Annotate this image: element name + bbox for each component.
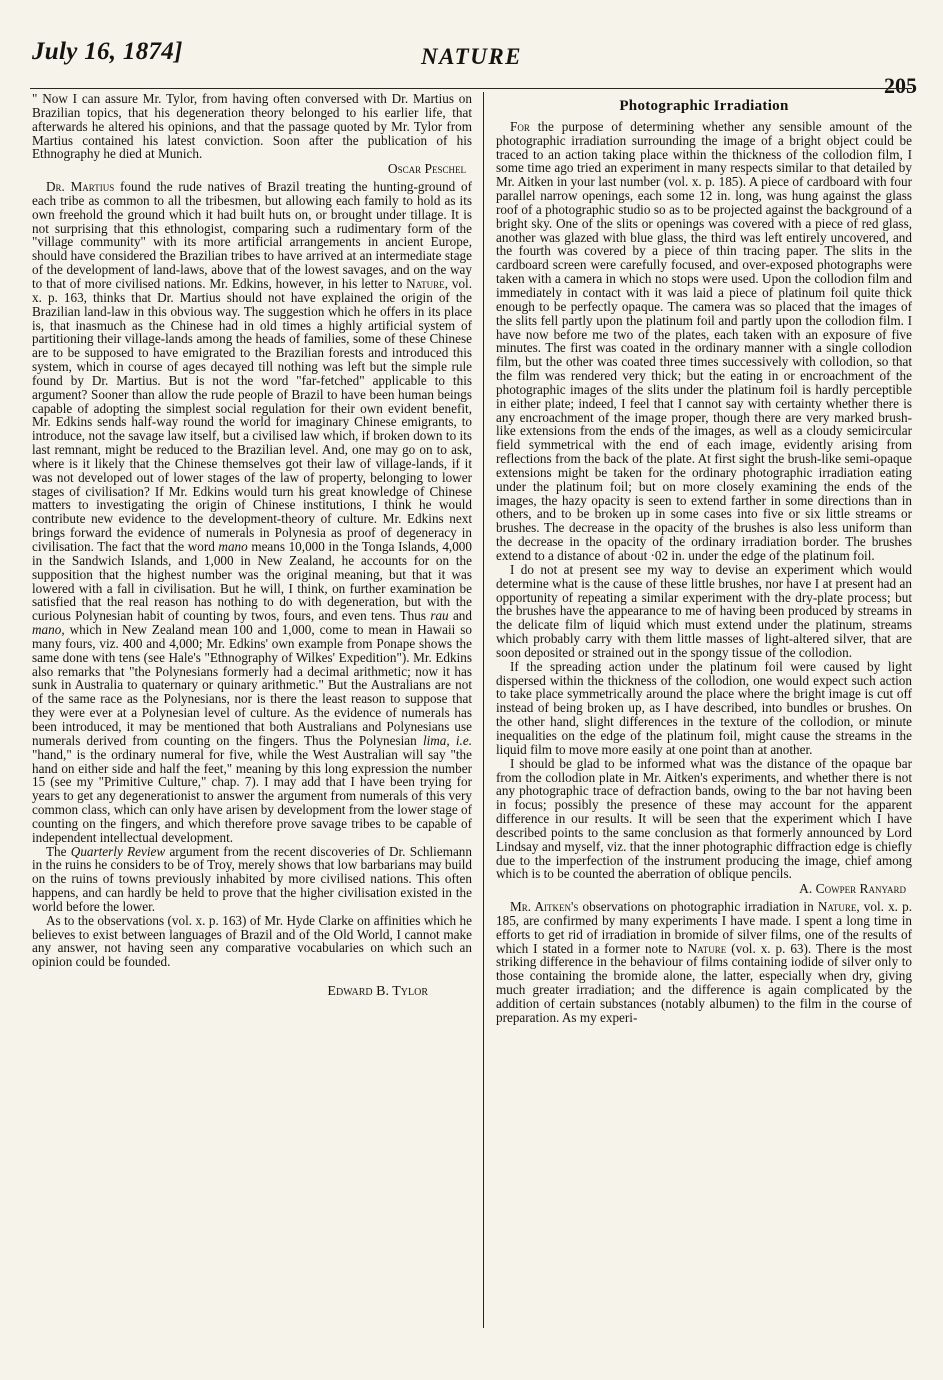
tylor-paragraph-3: As to the observations (vol. x. p. 163) of Mr. Hyde Clarke on affinities which he believes to exist between languages of Brazil and of the Old World, I cannot make any answer, not having seen any comparative vocabularies on which such an opinion could be founded.	[32, 912, 472, 970]
ranyard-lead: For	[510, 118, 530, 134]
ranyard-paragraph-3: If the spreading action under the platinum foil were caused by light dispersed within the thickness of the collodion, one would expect such action to take place symmetrically around the place where the bright image is cut off instead of being broken up, as I have described, into bundles or brushes. On the other hand, slight differences in the texture of the collodion, or minute inequalities on the edge of the platinum foil, might cause the streams in the liquid film to move more easily at one point than at another.	[496, 658, 912, 757]
page-number: 205	[884, 73, 917, 98]
left-column	[32, 92, 472, 1003]
nature-ref-3: Nature	[687, 940, 727, 956]
ranyard-paragraph-4: I should be glad to be informed what was the distance of the opaque bar from the collodion plate in Mr. Aitken's experiments, and whether there is not any photographic trace of defraction bands, owing to the bar not having been in focus; possibly the presence of these may account for the apparent difference in our results. It will be seen that the experiment which I have described points to the same conclusion as that formerly announced by Lord Lindsay and myself, viz. that the inner photographic diffraction edge is chiefly due to the imperfection of the instrument producing the image, chief among which is to be counted the aberration of oblique pencils.	[496, 755, 912, 882]
journal-title: NATURE	[420, 44, 523, 69]
quarterly-review-ref: Quarterly Review	[70, 843, 166, 859]
term-mano-2: mano	[32, 622, 62, 638]
ranyard-paragraph-1: For the purpose of determining whether any sensible amount of the photographic irradiation surrounding the image of a bright object could be traced to an action taking place within the thickness of the collodion film, I some time ago tried an experiment in many respects similar to that detailed by Mr. Aitken in your last number (vol. x. p. 185). A piece of cardboard with four parallel narrow openings, each some 12 in. long, was hung against the glass roof of a photographic studio so as to be projected against the background of a bright sky. One of the slits or openings was covered with a piece of red glass, another was glazed with blue glass, the third was left entirely uncovered, and the fourth was covered by a piece of thin tracing paper. The slits in the cardboard screen were carefully focused, and over-exposed photographs were taken with a camera in which no stops were used. Upon the collodion film and immediately in contact with it was laid a piece of platinum foil quite thick enough to be perfectly opaque. The camera was so placed that the images of the slits fell partly upon the platinum foil and partly upon the collodion film. I have now before me two of the plates, each taken with an exposure of five minutes. The first was coated in the ordinary manner with a single collodion film, but the other was coated three times successively with collodion, so that the film was rendered very thick; but the eating in or encroachment of the photographic images of the slits under the platinum foil is hardly perceptible in either plate; indeed, I feel that I cannot say with certainty whether there is any encroachment of the image proper, though there are very marked brush-like extensions from the ends of the images, as well as a cloudy semicircular field symmetrical with the end of each image, evidently arising from reflections from the back of the plate. At first sight the brush-like semi-opaque extensions might be taken for the ordinary photographic irradiation eating under the platinum foil; but on more closely examining the ends of the images, the hazy opacity is seen to extend farther in some directions than in others, and to be broken up in some cases into five or six little streams or brushes. The decrease in the opacity of the brushes is also less uniform than the decrease in the opacity of the ordinary irradiation border. The brushes extend to a distance of about ·02 in. under the edge of the platinum foil.	[496, 118, 912, 563]
term-mano: mano	[218, 539, 248, 554]
tylor-paragraph-2: The Quarterly Review argument from the recent discoveries of Dr. Schliemann in the ruins he considers to be of Troy, merely shows that low barbarians may build on the ruins of towns previously inhabited by more civilised nations. This often happens, and can hardly be held to prove that the higher civilisation existed in the world before the lower.	[32, 843, 472, 914]
page-header	[0, 0, 943, 98]
term-rau: rau	[430, 608, 449, 624]
column-divider	[483, 92, 484, 1328]
article-title: Photographic Irradiation	[619, 98, 789, 114]
tylor-signature: Edward B. Tylor	[327, 984, 428, 1000]
issue-date: July 16, 1874]	[32, 38, 183, 65]
nature-ref-2: Nature	[817, 899, 857, 915]
nature-ref: Nature	[406, 275, 445, 291]
tylor-lead: Dr. Martius	[46, 179, 115, 195]
peschel-signature: Oscar Peschel	[387, 161, 466, 177]
peschel-quote: " Now I can assure Mr. Tylor, from having often conversed with Dr. Martius on Brazilian topics, that his degeneration theory belonged to his earlier life, that afterwards he altered his opinions, and that the passage quoted by Mr. Tylor from Martius contained his latest conviction. Soon after the publication of his Ethnography he died at Munich.	[32, 91, 472, 162]
right-column	[496, 92, 912, 1025]
tylor-paragraph-1: Dr. Martius found the rude natives of Brazil treating the hunting-ground of each tribe as common to all the tribesmen, but allowing each family to hold as its own freehold the ground which it had built huts on, or brought under tillage. It is not surprising that this ethnologist, comparing such a rudimentary form of the "village community" with its more artificial arrangements in ancient Europe, should have considered the Brazilian tribes to have arrived at an intermediate stage of the development of land-laws, above that of the lowest savages, and on the way to that of more civilised nations. Mr. Edkins, however, in his letter to Nature, vol. x. p. 163, thinks that Dr. Martius should not have explained the origin of the Brazilian land-law in this obvious way. The suggestion which he offers in its place is, that inasmuch as the Chinese had in old times a highly artificial system of partitioning their village-lands among the heads of families, some of these Chinese are to be supposed to have emigrated to the Brazilian forests and introduced this system, which in course of ages decayed till nothing was left but the simple rule found by Dr. Martius. But is not the word "far-fetched" applicable to this argument? Sooner than allow the rude people of Brazil to have been human beings capable of adopting the simplest social regulation for their own evident benefit, Mr. Edkins sends half-way round the world for imaginary Chinese emigrants, to introduce, not the savage law itself, but a civilised law which, if broken down to its last remnant, might be reduced to the Brazilian level. And, one may go on to ask, where is it likely that the Chinese themselves got their law of village-lands, if it was not developed out of lower stages of the law of property, belonging to lower stages of civilisation? If Mr. Edkins would turn his great knowledge of Chinese matters to investigating the origin of Chinese institutions, I think he would contribute new evidence to the development-theory of culture. Mr. Edkins next brings forward the evidence of numerals in Polynesia as proof of degeneracy in civilisation. The fact that the word mano means 10,000 in the Tonga Islands, 4,000 in the Sandwich Islands, and 1,000 in New Zealand, he accounts for on the supposition that the highest number was the original meaning, but that it was lowered with a fall in civilisation. But he will, I think, on further examination be satisfied that the real reason has nothing to do with degeneration, but with the curious Polynesian habit of counting by twos, fours, and even tens. Thus rau and mano, which in New Zealand mean 100 and 1,000, come to mean in Hawaii so many fours, viz. 400 and 4,000; Mr. Edkins' own example from Ponape shows the same done with tens (see Hale's "Ethnography of Wilkes' Expedition"). Mr. Edkins also remarks that "the Polynesians formerly had a decimal arithmetic; now it has sunk in Australia to quaternary or quinary arithmetic." But the Australians are not of the same race as the Polynesians, nor is there the least reason to suppose that they were ever at a Polynesian level of culture. As the evidence of numerals has been introduced, it may be mentioned that both Australians and Polynesians use numerals derived from counting on the fingers. Thus the Polynesian lima, i.e. "hand," is the ordinary numeral for five, while the West Australian will say "the hand on either side and half the feet," meaning by this long expression the number 15 (see my "Primitive Culture," chap. 7). I may add that I have been trying for years to get any degenerationist to answer the argument from numerals of this very common class, which can only have arisen by development from the lower stage of counting on the fingers, and which therefore prove savage tribes to be capable of independent intellectual development.	[32, 179, 473, 845]
aitken-response-paragraph: Mr. Aitken's observations on photographic irradiation in Nature, vol. x. p. 185, are confirmed by many experiments I have made. I spent a long time in efforts to get rid of irradiation in bromide of silver films, one of the results of which I stated in a former note to Nature (vol. x. p. 63). There is the most striking difference in the behaviour of films containing iodide of silver only to those containing the bromide alone, the latter, especially when dry, giving much greater irradiation; and the difference is again complicated by the addition of certain substances (notably albumen) to the film in the course of preparation. As my experi-	[496, 899, 912, 1025]
aitken-lead: Mr. Aitken's	[510, 899, 579, 915]
header-rule	[30, 88, 912, 89]
term-lima: lima	[422, 732, 447, 748]
ranyard-signature: A. Cowper Ranyard	[799, 881, 906, 897]
ranyard-paragraph-2: I do not at present see my way to devise an experiment which would determine what is the cause of these little brushes, nor have I at present had an opportunity of repeating a similar experiment with the dry-plate process; but the brushes have the appearance to me of having been produced by streams in the delicate film of liquid which must extend under the platinum, streams which probably carry with them little masses of light-altered silver, that are soon deposited or strained out in the spongy tissue of the collodion.	[496, 561, 912, 660]
